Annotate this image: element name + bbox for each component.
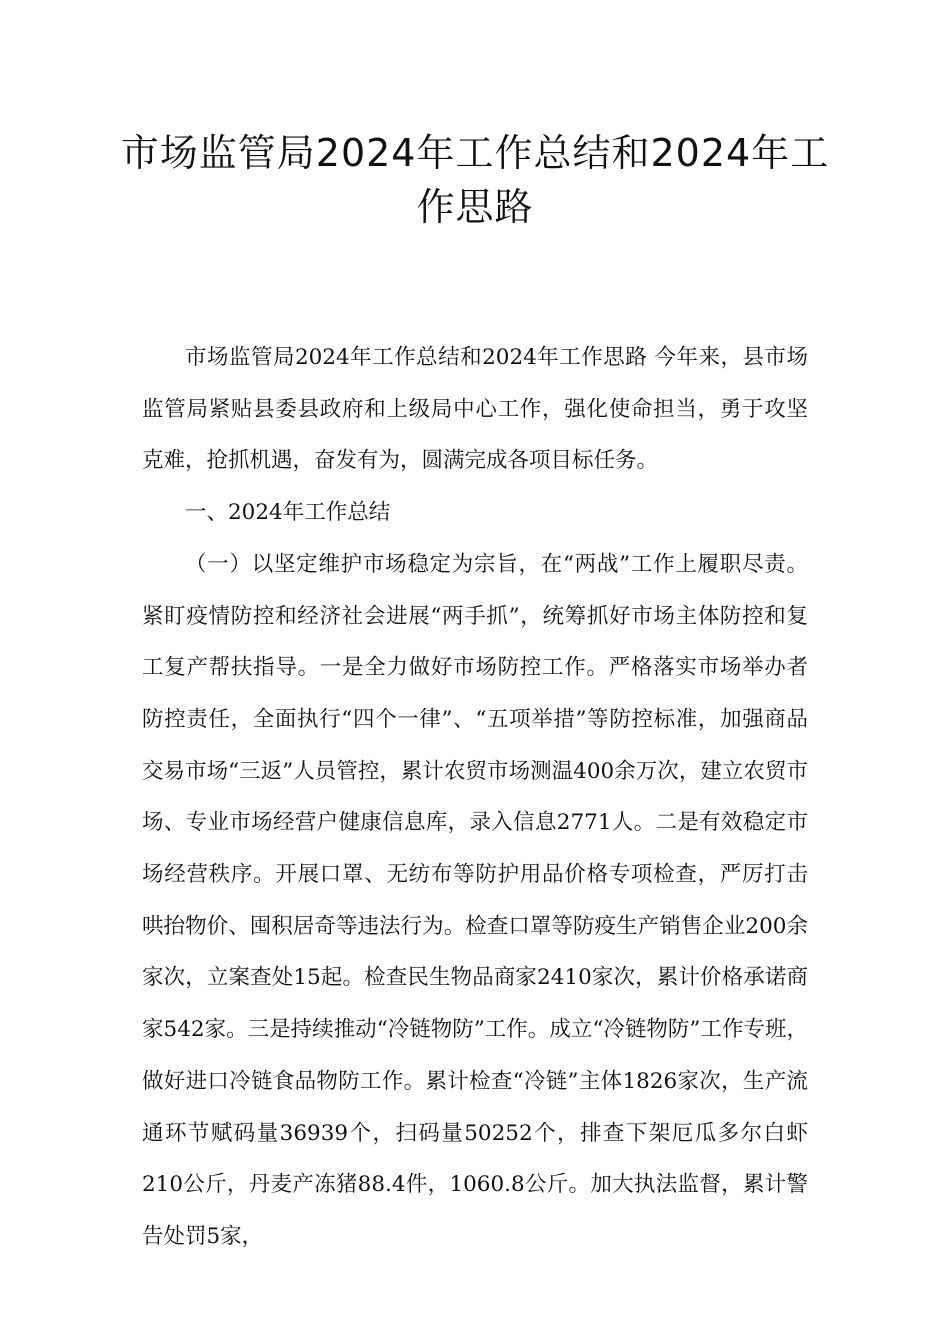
document-body (142, 332, 808, 1263)
body-paragraph: （一）以坚定维护市场稳定为宗旨，在“两战”工作上履职尽责。紧盯疫情防控和经济社会进展“两手抓”，统筹抓好市场主体防控和复工复产帮扶指导。一是全力做好市场防控工作。严格落实市场举办者防控责任，全面执行“四个一律”、“五项举措”等防控标准，加强商品交易市场“三返”人员管控，累计农贸市场测温400余万次，建立农贸市场、专业市场经营户健康信息库，录入信息2771人。二是有效稳定市场经营秩序。开展口罩、无纺布等防护用品价格专项检查，严厉打击哄抬物价、囤积居奇等违法行为。检查口罩等防疫生产销售企业200余家次，立案查处15起。检查民生物品商家2410家次，累计价格承诺商家542家。三是持续推动“冷链物防”工作。成立“冷链物防”工作专班，做好进口冷链食品物防工作。累计检查“冷链”主体1826家次，生产流通环节赋码量36939个，扫码量50252个，排查下架厄瓜多尔白虾210公斤，丹麦产冻猪88.4件，1060.8公斤。加大执法监督，累计警告处罚5家， (142, 551, 808, 1249)
section-heading: 一、2024年工作总结 (185, 500, 391, 526)
document-title: 市场监管局2024年工作总结和2024年工作思路 (120, 131, 830, 229)
intro-paragraph: 市场监管局2024年工作总结和2024年工作思路 今年来，县市场监管局紧贴县委县政府和上级局中心工作，强化使命担当，勇于攻坚克难，抢抓机遇，奋发有为，圆满完成各项目标任务。 (142, 345, 808, 474)
